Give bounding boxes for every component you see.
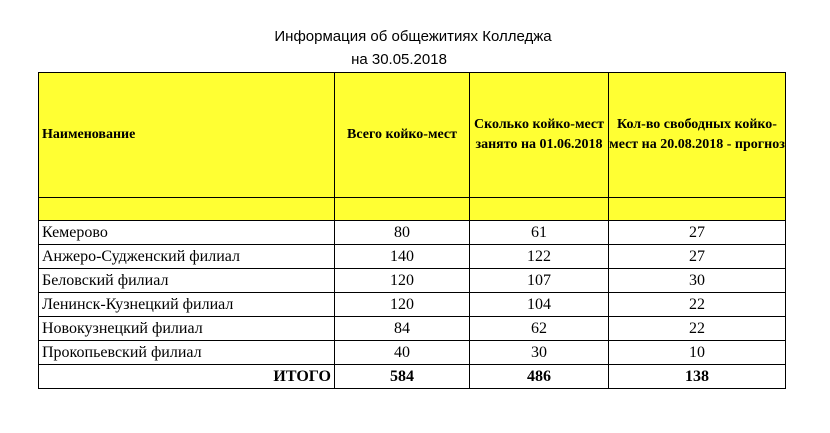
table-row [39, 269, 786, 293]
row-name: Беловский филиал [39, 269, 335, 293]
row-name: Прокопьевский филиал [39, 341, 335, 365]
row-total: 80 [335, 221, 470, 245]
document-title: Информация об общежитиях Колледжа [274, 28, 552, 45]
table-row [39, 341, 786, 365]
row-occupied: 30 [470, 341, 609, 365]
spacer-cell [335, 198, 470, 221]
totals-free: 138 [609, 365, 786, 389]
row-occupied: 62 [470, 317, 609, 341]
totals-occupied: 486 [470, 365, 609, 389]
row-name: Анжеро-Судженский филиал [39, 245, 335, 269]
row-name: Кемерово [39, 221, 335, 245]
row-name: Новокузнецкий филиал [39, 317, 335, 341]
document-date: на 30.05.2018 [351, 51, 447, 68]
header-total-beds: Всего койко-мест [335, 73, 470, 198]
totals-label: ИТОГО [39, 365, 335, 389]
row-occupied: 61 [470, 221, 609, 245]
row-occupied: 107 [470, 269, 609, 293]
row-total: 120 [335, 269, 470, 293]
row-free: 10 [609, 341, 786, 365]
row-occupied: 104 [470, 293, 609, 317]
table-row [39, 245, 786, 269]
totals-row [39, 365, 786, 389]
totals-total: 584 [335, 365, 470, 389]
table-row [39, 293, 786, 317]
table-row [39, 221, 786, 245]
header-name: Наименование [39, 73, 335, 198]
row-free: 27 [609, 245, 786, 269]
header-spacer-row [39, 198, 786, 221]
row-free: 22 [609, 317, 786, 341]
header-row [39, 73, 786, 198]
spacer-cell [609, 198, 786, 221]
row-free: 27 [609, 221, 786, 245]
row-total: 140 [335, 245, 470, 269]
row-total: 120 [335, 293, 470, 317]
header-free-forecast: Кол-во свободных койко-мест на 20.08.2018 - прогноз [609, 73, 786, 198]
row-occupied: 122 [470, 245, 609, 269]
row-free: 30 [609, 269, 786, 293]
table-row [39, 317, 786, 341]
spacer-cell [470, 198, 609, 221]
header-occupied: Сколько койко-мест занято на 01.06.2018 [470, 73, 609, 198]
row-total: 40 [335, 341, 470, 365]
spacer-cell [39, 198, 335, 221]
row-name: Ленинск-Кузнецкий филиал [39, 293, 335, 317]
row-total: 84 [335, 317, 470, 341]
dormitory-table [38, 72, 786, 389]
row-free: 22 [609, 293, 786, 317]
